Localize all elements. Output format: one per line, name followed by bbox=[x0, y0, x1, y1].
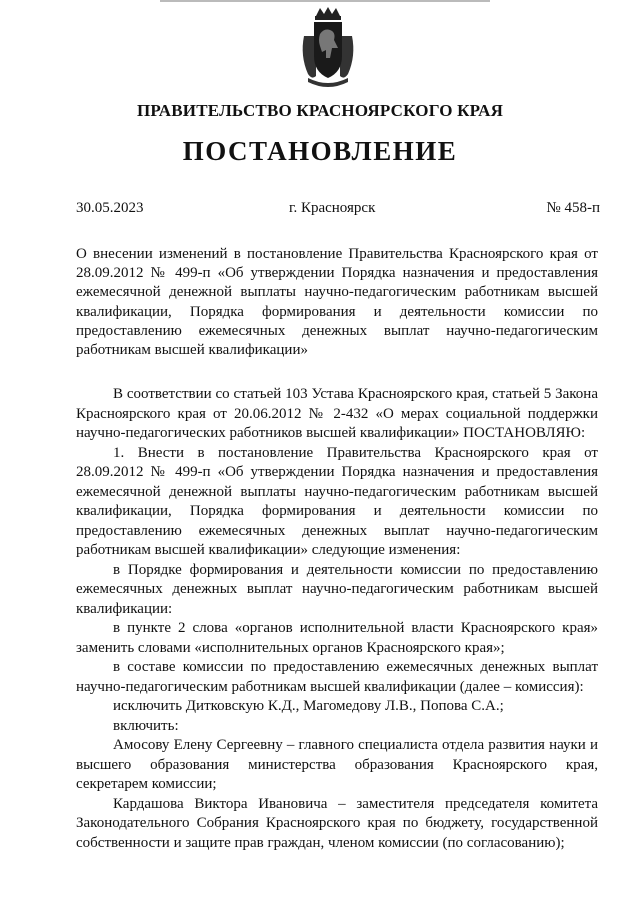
organization-name: ПРАВИТЕЛЬСТВО КРАСНОЯРСКОГО КРАЯ bbox=[136, 101, 504, 120]
paragraph-3: в пункте 2 слова «органов исполнительной власти Красноярского края» заменить словами «исполнительных органов Красноярского края»; bbox=[76, 620, 598, 656]
page-edge-line bbox=[160, 0, 490, 2]
preamble: В соответствии со статьей 103 Устава Красноярского края, статьей 5 Закона Красноярского края от 20.06.2012 № 2-432 «О мерах социальной поддержки научно-педагогических работников высшей квалификации» ПОСТАНОВЛЯЮ: bbox=[76, 386, 598, 441]
paragraph-5: исключить Дитковскую К.Д., Магомедову Л.В., Попова С.А.; bbox=[113, 698, 504, 714]
document-type: ПОСТАНОВЛЕНИЕ bbox=[182, 136, 458, 166]
document-body bbox=[76, 385, 598, 853]
paragraph-2: в Порядке формирования и деятельности комиссии по предоставлению ежемесячных денежных выплат научно-педагогическим работникам высшей квалификации: bbox=[76, 561, 598, 617]
paragraph-8: Кардашова Виктора Ивановича – заместителя председателя комитета Законодательного Собрания Красноярского края по бюджету, государственной собственности и защите прав граждан, членом комиссии (по согласованию); bbox=[76, 795, 598, 851]
document-date: 30.05.2023 bbox=[76, 200, 144, 216]
paragraph-4: в составе комиссии по предоставлению ежемесячных денежных выплат научно-педагогическим работникам высшей квалификации (далее – комиссия): bbox=[76, 659, 598, 695]
document-city: г. Красноярск bbox=[289, 200, 376, 216]
document-title: О внесении изменений в постановление Правительства Красноярского края от 28.09.2012 № 499-п «Об утверждении Порядка назначения и предоставления ежемесячной денежной выплаты научно-педагогическим работникам высшей квалификации, Порядка формирования и деятельности комиссии по предоставлению ежемесячных денежных выплат научно-педагогическим работникам высшей квалификации» bbox=[76, 246, 598, 359]
document-number: № 458-п bbox=[546, 200, 600, 216]
paragraph-7: Амосову Елену Сергеевну – главного специалиста отдела развития науки и высшего образования министерства образования Красноярского края, секретарем комиссии; bbox=[76, 737, 598, 792]
paragraph-1: 1. Внести в постановление Правительства Красноярского края от 28.09.2012 № 499-п «Об утверждении Порядка назначения и предоставления ежемесячной денежной выплаты научно-педагогическим работникам высшей квалификации, Порядка формирования и деятельности комиссии по предоставлению ежемесячных денежных выплат научно-педагогическим работникам высшей квалификации» следующие изменения: bbox=[76, 444, 598, 558]
coat-of-arms-icon bbox=[298, 6, 358, 90]
paragraph-6: включить: bbox=[113, 717, 179, 734]
